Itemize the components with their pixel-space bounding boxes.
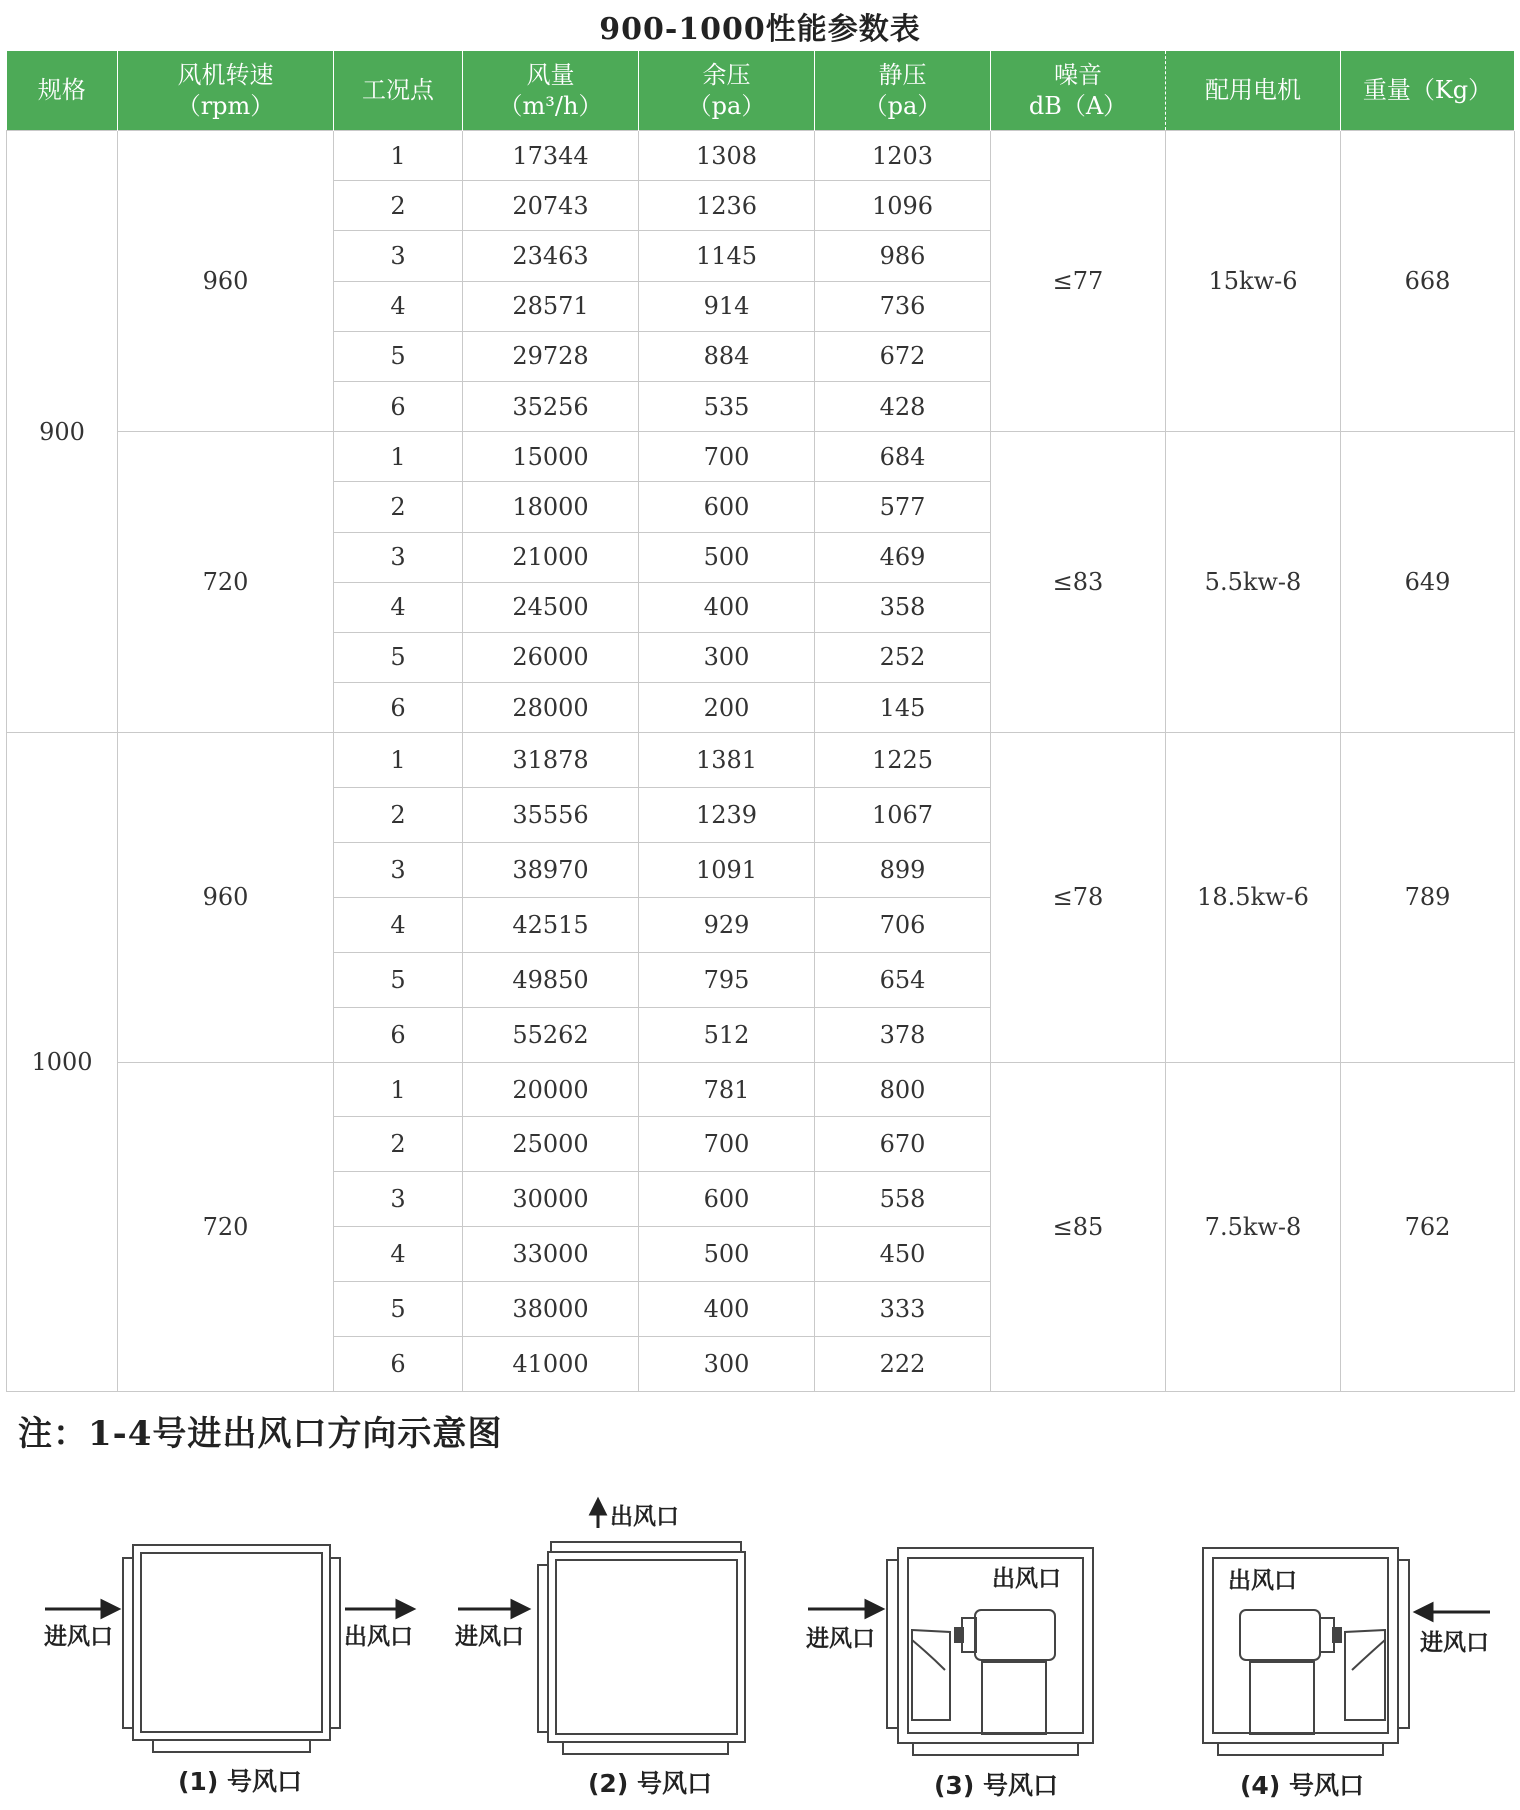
header-label: 噪音 xyxy=(1054,60,1102,89)
point-cell: 1 xyxy=(334,1062,463,1117)
point-cell: 6 xyxy=(334,683,463,733)
residual-pressure-cell: 781 xyxy=(639,1062,815,1117)
rpm-cell: 960 xyxy=(118,131,334,432)
header-cell xyxy=(991,51,1166,131)
table-row xyxy=(7,1062,1515,1117)
airflow-cell: 42515 xyxy=(463,897,639,952)
diagram-3-caption: (3) 号风口 xyxy=(934,1771,1058,1800)
table-row xyxy=(7,733,1515,788)
diagram-1-housing xyxy=(123,1545,340,1752)
airflow-cell: 38000 xyxy=(463,1282,639,1337)
point-cell: 2 xyxy=(334,482,463,532)
header-cell xyxy=(463,51,639,131)
header-label: 静压 xyxy=(878,60,927,89)
diagram-1-outlet-label: 出风口 xyxy=(344,1624,413,1650)
point-cell: 2 xyxy=(334,1117,463,1172)
static-pressure-cell: 800 xyxy=(815,1062,991,1117)
static-pressure-cell: 450 xyxy=(815,1227,991,1282)
point-cell: 3 xyxy=(334,1172,463,1227)
point-cell: 3 xyxy=(334,231,463,281)
static-pressure-cell: 684 xyxy=(815,432,991,482)
motor-cell: 15kw-6 xyxy=(1166,131,1341,432)
diagram-3-outlet-label: 出风口 xyxy=(992,1566,1061,1592)
residual-pressure-cell: 884 xyxy=(639,331,815,381)
header-cell xyxy=(639,51,815,131)
header-unit: （pa） xyxy=(863,91,942,120)
point-cell: 6 xyxy=(334,1007,463,1062)
residual-pressure-cell: 200 xyxy=(639,683,815,733)
point-cell: 2 xyxy=(334,788,463,843)
diagram-note: 注：1-4号进出风口方向示意图 xyxy=(18,1414,503,1454)
airflow-cell: 18000 xyxy=(463,482,639,532)
point-cell: 1 xyxy=(334,733,463,788)
rpm-cell: 720 xyxy=(118,1062,334,1391)
table-row xyxy=(7,432,1515,482)
table-row xyxy=(7,131,1515,181)
airflow-cell: 25000 xyxy=(463,1117,639,1172)
residual-pressure-cell: 500 xyxy=(639,532,815,582)
point-cell: 5 xyxy=(334,632,463,682)
weight-cell: 789 xyxy=(1341,733,1515,1062)
airflow-cell: 38970 xyxy=(463,843,639,898)
airflow-cell: 49850 xyxy=(463,952,639,1007)
diagram-3-housing xyxy=(887,1548,1093,1755)
point-cell: 3 xyxy=(334,843,463,898)
motor-cell: 7.5kw-8 xyxy=(1166,1062,1341,1391)
header-label: 余压 xyxy=(702,60,751,89)
residual-pressure-cell: 700 xyxy=(639,1117,815,1172)
point-cell: 1 xyxy=(334,131,463,181)
residual-pressure-cell: 400 xyxy=(639,1282,815,1337)
residual-pressure-cell: 1239 xyxy=(639,788,815,843)
static-pressure-cell: 1203 xyxy=(815,131,991,181)
diagram-2-housing xyxy=(538,1542,745,1754)
static-pressure-cell: 577 xyxy=(815,482,991,532)
weight-cell: 649 xyxy=(1341,432,1515,733)
airflow-cell: 20743 xyxy=(463,181,639,231)
header-label: 重量（Kg） xyxy=(1362,76,1493,104)
airflow-cell: 33000 xyxy=(463,1227,639,1282)
residual-pressure-cell: 1091 xyxy=(639,843,815,898)
header-unit: dB（A） xyxy=(1028,91,1128,120)
static-pressure-cell: 1225 xyxy=(815,733,991,788)
point-cell: 5 xyxy=(334,952,463,1007)
motor-cell: 5.5kw-8 xyxy=(1166,432,1341,733)
static-pressure-cell: 558 xyxy=(815,1172,991,1227)
diagram-4-caption: (4) 号风口 xyxy=(1240,1771,1364,1800)
residual-pressure-cell: 535 xyxy=(639,381,815,431)
residual-pressure-cell: 600 xyxy=(639,482,815,532)
header-cell xyxy=(7,51,118,131)
static-pressure-cell: 428 xyxy=(815,381,991,431)
static-pressure-cell: 469 xyxy=(815,532,991,582)
diagram-1-caption: (1) 号风口 xyxy=(178,1767,302,1796)
header-unit: （m³/h） xyxy=(498,91,603,120)
residual-pressure-cell: 1145 xyxy=(639,231,815,281)
point-cell: 4 xyxy=(334,897,463,952)
static-pressure-cell: 736 xyxy=(815,281,991,331)
diagram-4-inlet-label: 进风口 xyxy=(1420,1630,1489,1656)
outlet-diagrams xyxy=(0,1470,1520,1810)
header-cell xyxy=(815,51,991,131)
weight-cell: 668 xyxy=(1341,131,1515,432)
noise-cell: ≤78 xyxy=(991,733,1166,1062)
point-cell: 4 xyxy=(334,281,463,331)
header-label: 规格 xyxy=(37,76,86,104)
header-cell xyxy=(118,51,334,131)
residual-pressure-cell: 300 xyxy=(639,632,815,682)
residual-pressure-cell: 400 xyxy=(639,582,815,632)
airflow-cell: 28000 xyxy=(463,683,639,733)
point-cell: 4 xyxy=(334,1227,463,1282)
header-label: 风量 xyxy=(526,60,575,89)
airflow-cell: 35256 xyxy=(463,381,639,431)
static-pressure-cell: 706 xyxy=(815,897,991,952)
static-pressure-cell: 1067 xyxy=(815,788,991,843)
page-title: 900-1000性能参数表 xyxy=(599,12,921,47)
residual-pressure-cell: 914 xyxy=(639,281,815,331)
airflow-cell: 35556 xyxy=(463,788,639,843)
header-unit: （rpm） xyxy=(176,91,275,120)
airflow-cell: 23463 xyxy=(463,231,639,281)
point-cell: 5 xyxy=(334,331,463,381)
static-pressure-cell: 654 xyxy=(815,952,991,1007)
diagram-2-outlet-label: 出风口 xyxy=(610,1504,679,1530)
residual-pressure-cell: 300 xyxy=(639,1337,815,1392)
outlet-diagrams-svg xyxy=(0,1470,1520,1810)
airflow-cell: 41000 xyxy=(463,1337,639,1392)
static-pressure-cell: 145 xyxy=(815,683,991,733)
airflow-cell: 17344 xyxy=(463,131,639,181)
residual-pressure-cell: 700 xyxy=(639,432,815,482)
residual-pressure-cell: 1381 xyxy=(639,733,815,788)
diagram-1-inlet-label: 进风口 xyxy=(44,1624,113,1650)
airflow-cell: 26000 xyxy=(463,632,639,682)
airflow-cell: 20000 xyxy=(463,1062,639,1117)
point-cell: 4 xyxy=(334,582,463,632)
airflow-cell: 31878 xyxy=(463,733,639,788)
point-cell: 1 xyxy=(334,432,463,482)
airflow-cell: 30000 xyxy=(463,1172,639,1227)
header-cell xyxy=(1341,51,1515,131)
point-cell: 6 xyxy=(334,1337,463,1392)
airflow-cell: 29728 xyxy=(463,331,639,381)
rpm-cell: 720 xyxy=(118,432,334,733)
spec-cell: 900 xyxy=(7,131,118,733)
point-cell: 5 xyxy=(334,1282,463,1337)
spec-cell: 1000 xyxy=(7,733,118,1392)
header-label: 工况点 xyxy=(362,76,434,104)
static-pressure-cell: 899 xyxy=(815,843,991,898)
diagram-2-inlet-label: 进风口 xyxy=(455,1624,524,1650)
airflow-cell: 21000 xyxy=(463,532,639,582)
static-pressure-cell: 672 xyxy=(815,331,991,381)
header-cell xyxy=(1166,51,1341,131)
performance-table xyxy=(6,51,1515,1392)
header-unit: （pa） xyxy=(687,91,766,120)
static-pressure-cell: 358 xyxy=(815,582,991,632)
diagram-3-inlet-label: 进风口 xyxy=(806,1626,875,1652)
noise-cell: ≤83 xyxy=(991,432,1166,733)
point-cell: 6 xyxy=(334,381,463,431)
noise-cell: ≤85 xyxy=(991,1062,1166,1391)
rpm-cell: 960 xyxy=(118,733,334,1062)
static-pressure-cell: 378 xyxy=(815,1007,991,1062)
header-label: 风机转速 xyxy=(177,60,274,89)
residual-pressure-cell: 500 xyxy=(639,1227,815,1282)
noise-cell: ≤77 xyxy=(991,131,1166,432)
static-pressure-cell: 670 xyxy=(815,1117,991,1172)
static-pressure-cell: 986 xyxy=(815,231,991,281)
header-label: 配用电机 xyxy=(1205,76,1301,104)
residual-pressure-cell: 1236 xyxy=(639,181,815,231)
table-header-row xyxy=(7,51,1515,131)
residual-pressure-cell: 929 xyxy=(639,897,815,952)
airflow-cell: 24500 xyxy=(463,582,639,632)
residual-pressure-cell: 795 xyxy=(639,952,815,1007)
airflow-cell: 55262 xyxy=(463,1007,639,1062)
residual-pressure-cell: 512 xyxy=(639,1007,815,1062)
motor-cell: 18.5kw-6 xyxy=(1166,733,1341,1062)
weight-cell: 762 xyxy=(1341,1062,1515,1391)
residual-pressure-cell: 600 xyxy=(639,1172,815,1227)
diagram-4-outlet-label: 出风口 xyxy=(1228,1568,1297,1594)
static-pressure-cell: 252 xyxy=(815,632,991,682)
header-cell xyxy=(334,51,463,131)
airflow-cell: 15000 xyxy=(463,432,639,482)
point-cell: 2 xyxy=(334,181,463,231)
static-pressure-cell: 222 xyxy=(815,1337,991,1392)
airflow-cell: 28571 xyxy=(463,281,639,331)
static-pressure-cell: 333 xyxy=(815,1282,991,1337)
residual-pressure-cell: 1308 xyxy=(639,131,815,181)
diagram-2-caption: (2) 号风口 xyxy=(588,1769,712,1798)
static-pressure-cell: 1096 xyxy=(815,181,991,231)
point-cell: 3 xyxy=(334,532,463,582)
